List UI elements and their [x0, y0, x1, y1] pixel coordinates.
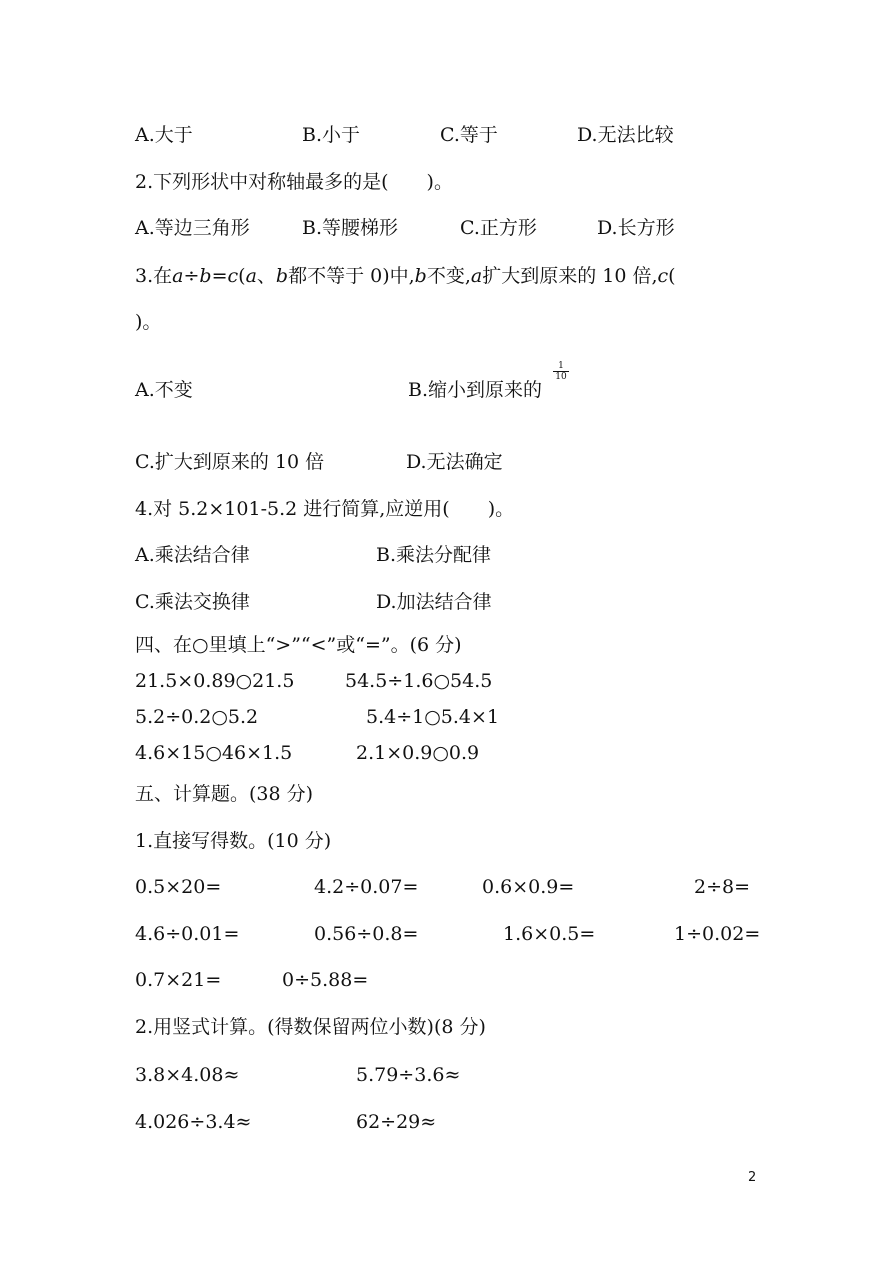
q4-option-c: C.乘法交换律: [135, 591, 250, 613]
calc-item: 1÷0.02=: [674, 923, 761, 945]
calc-item: 0.6×0.9=: [482, 876, 575, 898]
section4-row: [0, 702, 892, 732]
q4-option-b: B.乘法分配律: [376, 544, 492, 566]
q3-stem-text: 3.在a÷b=c(a、b都不等于 0)中,b不变,a扩大到原来的 10 倍,c(: [135, 265, 676, 287]
q4-stem: [0, 494, 892, 524]
sub1-title-text: 1.直接写得数。(10 分): [135, 830, 332, 852]
compare-item: 54.5÷1.6○54.5: [345, 670, 493, 692]
section4-title-text: 四、在○里填上“>”“<”或“=”。(6 分): [135, 634, 462, 656]
q3-options-row2: [0, 447, 892, 477]
q1-option-b: B.小于: [302, 124, 361, 146]
vertical-calc-item: 62÷29≈: [356, 1111, 437, 1133]
calc-row: [0, 872, 892, 902]
q3-option-c: C.扩大到原来的 10 倍: [135, 451, 325, 473]
q2-option-c: C.正方形: [460, 217, 537, 239]
q4-options-row2: [0, 587, 892, 617]
compare-item: 2.1×0.9○0.9: [356, 742, 480, 764]
vertical-calc-row: [0, 1060, 892, 1090]
q3-option-a: A.不变: [135, 379, 193, 401]
compare-item: 4.6×15○46×1.5: [135, 742, 293, 764]
calc-item: 4.2÷0.07=: [314, 876, 419, 898]
q3-options-row1: [0, 361, 892, 405]
calc-item: 0.5×20=: [135, 876, 222, 898]
q3-stem: [0, 261, 892, 291]
calc-item: 0.7×21=: [135, 969, 222, 991]
calc-item: 4.6÷0.01=: [135, 923, 240, 945]
calc-item: 0.56÷0.8=: [314, 923, 419, 945]
q1-option-d: D.无法比较: [577, 124, 674, 146]
vertical-calc-item: 4.026÷3.4≈: [135, 1111, 252, 1133]
section5-title-text: 五、计算题。(38 分): [135, 783, 314, 805]
q1-options: [0, 120, 892, 150]
section5-sub1-title: [0, 826, 892, 856]
q1-option-a: A.大于: [135, 124, 193, 146]
vertical-calc-item: 3.8×4.08≈: [135, 1064, 240, 1086]
q3-option-b: B.缩小到原来的: [408, 379, 543, 401]
q3-option-b-fraction: $\frac{1}{10}$: [553, 361, 569, 382]
q2-option-d: D.长方形: [597, 217, 675, 239]
q3-stem-line2-text: )。: [135, 311, 162, 333]
vertical-calc-row: [0, 1107, 892, 1137]
q2-stem: [0, 167, 892, 197]
calc-row: [0, 919, 892, 949]
q2-options: [0, 213, 892, 243]
page-number: 2: [748, 1170, 757, 1185]
q2-stem-text: 2.下列形状中对称轴最多的是( )。: [135, 171, 453, 193]
sub2-title-text: 2.用竖式计算。(得数保留两位小数)(8 分): [135, 1016, 486, 1038]
compare-item: 5.2÷0.2○5.2: [135, 706, 259, 728]
calc-item: 0÷5.88=: [282, 969, 369, 991]
q4-stem-text: 4.对 5.2×101-5.2 进行简算,应逆用( )。: [135, 498, 515, 520]
compare-item: 5.4÷1○5.4×1: [366, 706, 500, 728]
section5-sub2-title: [0, 1012, 892, 1042]
q4-option-a: A.乘法结合律: [135, 544, 250, 566]
calc-item: 1.6×0.5=: [503, 923, 596, 945]
section4-row: [0, 666, 892, 696]
q2-option-a: A.等边三角形: [135, 217, 250, 239]
section5-title: [0, 779, 892, 809]
q2-option-b: B.等腰梯形: [302, 217, 399, 239]
q3-stem-line2: [0, 307, 892, 337]
q3-option-d: D.无法确定: [406, 451, 503, 473]
q4-option-d: D.加法结合律: [376, 591, 492, 613]
section4-title: [0, 630, 892, 660]
calc-row: [0, 965, 892, 995]
q4-options-row1: [0, 540, 892, 570]
compare-item: 21.5×0.89○21.5: [135, 670, 295, 692]
section4-row: [0, 738, 892, 768]
q1-option-c: C.等于: [440, 124, 498, 146]
vertical-calc-item: 5.79÷3.6≈: [356, 1064, 461, 1086]
calc-item: 2÷8=: [694, 876, 751, 898]
